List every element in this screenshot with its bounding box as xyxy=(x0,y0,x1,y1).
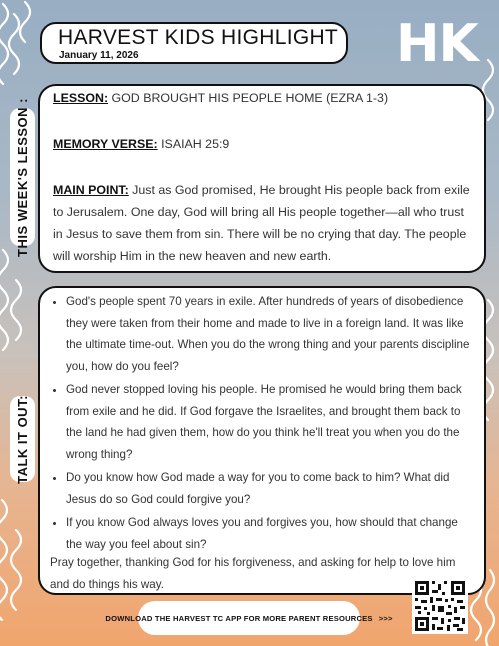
lesson-row xyxy=(53,87,474,109)
lesson-tag-label: THIS WEEK'S LESSON : xyxy=(15,97,30,257)
question-list xyxy=(40,291,472,557)
title-banner xyxy=(40,22,348,64)
memory-verse-label: MEMORY VERSE: xyxy=(53,137,158,151)
talk-tag-label: TALK IT OUT: xyxy=(15,394,30,484)
download-label: DOWNLOAD THE HARVEST TC APP FOR MORE PARENT RESOURCES xyxy=(105,613,373,623)
memory-verse-row xyxy=(53,133,474,155)
this-weeks-lesson-tag xyxy=(10,97,35,257)
list-item: • God never stopped loving his people. He promised he would bring them back from exile and he did. If God forgave the Israelites, and brought them back to the land he had given them, how do you think he'll treat you when you do the wrong thing? xyxy=(66,379,472,465)
talk-it-out-card xyxy=(38,286,486,595)
page-title: HARVEST KIDS HIGHLIGHT xyxy=(58,26,339,49)
main-point-row xyxy=(53,179,474,267)
date-label: January 11, 2026 xyxy=(59,50,139,61)
main-point-label: MAIN POINT: xyxy=(53,183,129,197)
hk-logo: HK xyxy=(396,14,478,74)
list-item: • God's people spent 70 years in exile. After hundreds of years of disobedience they were taken from their home and made to live in a foreign land. It was like the ultimate time-out. When you do the wrong thing and your parents discipline you, how do you feel? xyxy=(66,291,472,377)
memory-verse-text: ISAIAH 25:9 xyxy=(161,137,230,151)
list-item: • If you know God always loves you and forgives you, how should that change the way you feel about sin? xyxy=(66,512,472,555)
qr-code-graphic xyxy=(412,578,468,634)
download-app-button[interactable] xyxy=(105,601,393,635)
talk-it-out-tag xyxy=(10,396,35,482)
arrows-icon: >>> xyxy=(378,613,393,623)
lesson-card xyxy=(38,84,486,273)
prayer-text: Pray together, thanking God for his forgiveness, and asking for help to love him and do things his way. xyxy=(50,556,456,591)
lesson-label: LESSON: xyxy=(53,91,109,105)
qr-code-icon[interactable] xyxy=(412,578,468,634)
main-point-text: Just as God promised, He brought His people back from exile to Jerusalem. One day, God will bring all His people together—all who trust in Jesus to save them from sin. There will be no crying that day. The people will worship Him in the new heaven and new earth. xyxy=(53,183,470,263)
lesson-text: GOD BROUGHT HIS PEOPLE HOME (EZRA 1-3) xyxy=(111,91,389,105)
list-item: • Do you know how God made a way for you to come back to him? What did Jesus do so God could forgive you? xyxy=(66,467,472,510)
